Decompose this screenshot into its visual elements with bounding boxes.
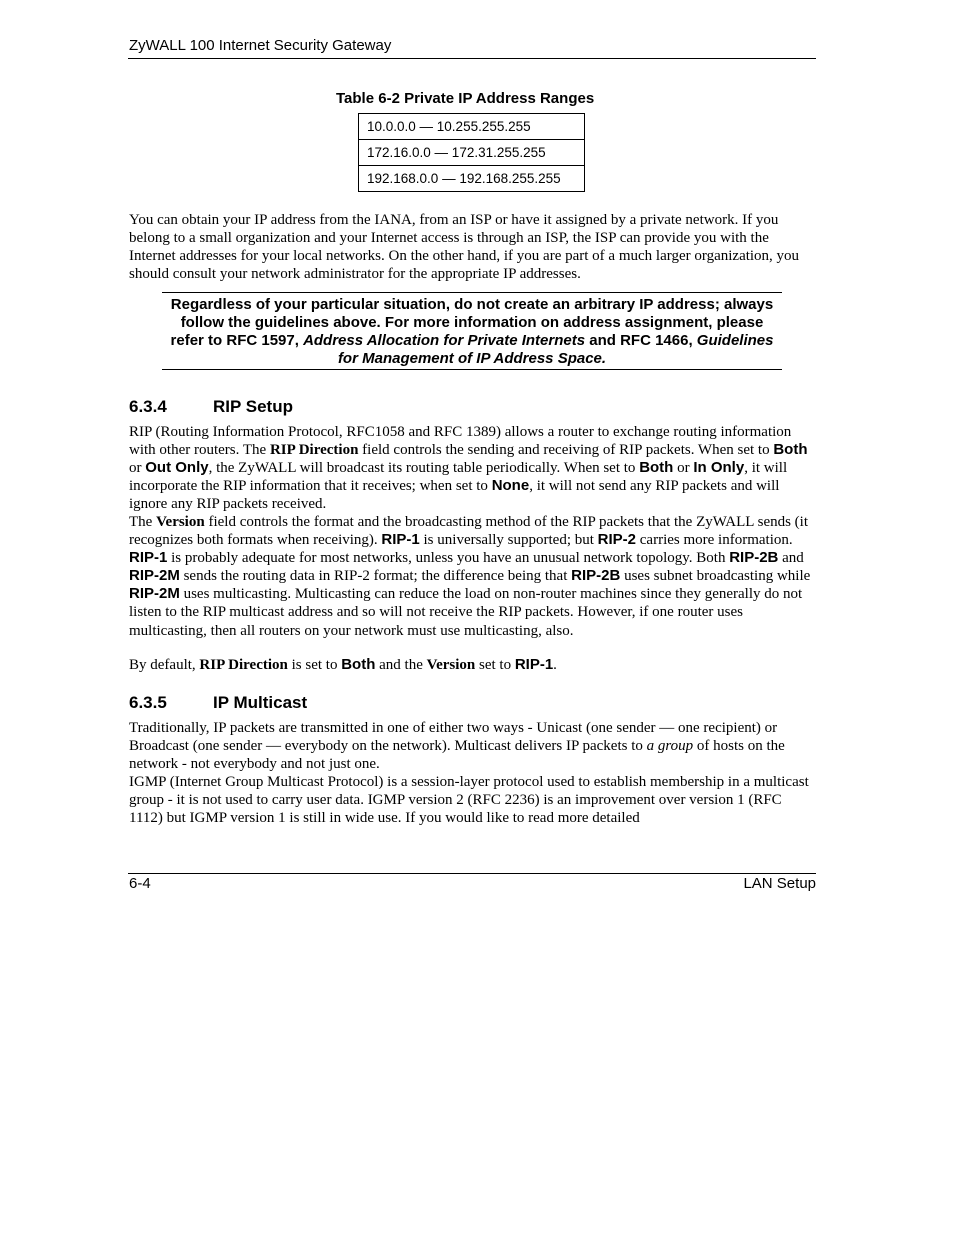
rip-paragraph-3: By default, RIP Direction is set to Both and the Version set to RIP-1.	[129, 656, 557, 673]
table-caption: Table 6-2 Private IP Address Ranges	[336, 90, 595, 107]
section-number: 6.3.4	[129, 397, 167, 416]
section-title: IP Multicast	[213, 693, 308, 712]
note-rfc1466-title: Guidelines for Management of IP Address Space.	[337, 332, 774, 368]
table-cell: 192.168.0.0 — 192.168.255.255	[359, 166, 585, 192]
footer-section-name: LAN Setup	[743, 875, 816, 892]
page-number: 6-4	[129, 875, 151, 892]
note-text: and RFC 1466,	[585, 332, 697, 350]
table-cell: 10.0.0.0 — 10.255.255.255	[359, 114, 585, 140]
note-box	[162, 292, 782, 370]
intro-paragraph: You can obtain your IP address from the IANA, from an ISP or have it assigned by a private network. If you belong to a small organization and your Internet access is through an ISP, the ISP can provide you with the Internet addresses for your local networks. On the other hand, if you are part of a much larger organization, you should consult your network administrator for the appropriate IP addresses.	[129, 212, 800, 283]
rip-paragraph-2: The Version field controls the format and the broadcasting method of the RIP packets that the ZyWALL sends (it recognizes both formats when receiving). RIP-1 is universally supported; but RIP-2 carries more information. RIP-1 is probably adequate for most networks, unless you have an unusual network topology. Both RIP-2B and RIP-2M sends the routing data in RIP-2 format; the difference being that RIP-2B uses subnet broadcasting while RIP-2M uses multicasting. Multicasting can reduce the load on non-router machines since they generally do not listen to the RIP multicast address and so will not receive the RIP packets. However, if one router uses multicasting, then all routers on your network must use multicasting, also.	[129, 514, 811, 639]
footer-divider	[128, 873, 816, 874]
table-row	[359, 114, 585, 140]
table-row	[359, 140, 585, 166]
multicast-paragraph-1: Traditionally, IP packets are transmitted in one of either two ways - Unicast (one sender — one recipient) or Broadcast (one sender — everybody on the network). Multicast delivers IP packets to a group of hosts on the network - not everybody and not just one.	[129, 720, 785, 773]
section-title: RIP Setup	[213, 397, 293, 416]
multicast-paragraph-2: IGMP (Internet Group Multicast Protocol) is a session-layer protocol used to establish membership in a multicast group - it is not used to carry user data. IGMP version 2 (RFC 2236) is an improvement over version 1 (RFC 1112) but IGMP version 1 is still in wide use. If you would like to read more detailed	[129, 774, 809, 827]
section-number: 6.3.5	[129, 693, 167, 712]
note-rfc1597-title: Address Allocation for Private Internets	[303, 332, 586, 350]
table-cell: 172.16.0.0 — 172.31.255.255	[359, 140, 585, 166]
header-divider	[128, 58, 816, 59]
page-header-title: ZyWALL 100 Internet Security Gateway	[129, 37, 392, 54]
private-ip-ranges-table	[358, 113, 585, 192]
rip-paragraph-1: RIP (Routing Information Protocol, RFC1058 and RFC 1389) allows a router to exchange routing information with other routers. The RIP Direction field controls the sending and receiving of RIP packets. When set to Both or Out Only, the ZyWALL will broadcast its routing table periodically. When set to Both or In Only, it will incorporate the RIP information that it receives; when set to None, it will not send any RIP packets and will ignore any RIP packets received.	[129, 424, 808, 513]
rip-setup-heading	[129, 397, 293, 417]
table-row	[359, 166, 585, 192]
ip-multicast-heading	[129, 693, 307, 713]
note-text: Regardless of your particular situation, do not create an arbitrary IP address; always follow the guidelines above. For more information on address assignment, please refer to RFC 1597,	[170, 296, 774, 350]
